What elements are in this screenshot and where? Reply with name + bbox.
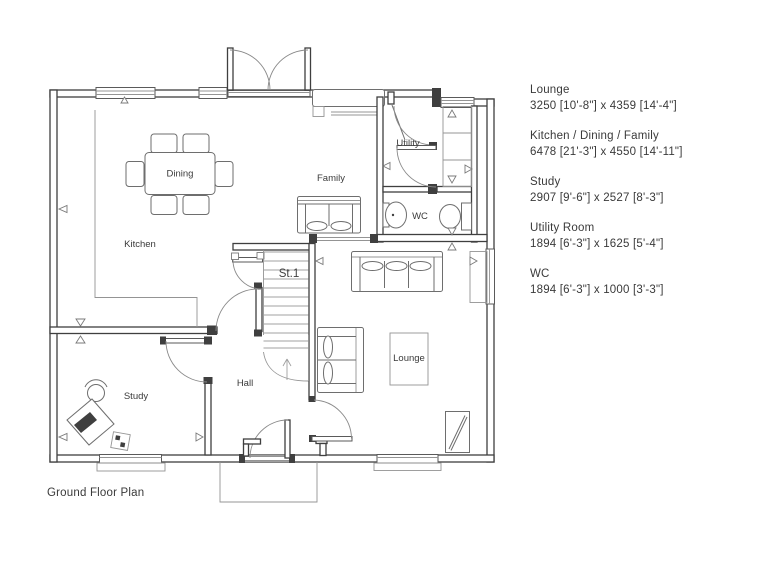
legend-room-name: Kitchen / Dining / Family — [530, 130, 659, 142]
room-label-dining: Dining — [166, 168, 194, 180]
tv-unit — [446, 412, 470, 453]
window-family — [313, 90, 385, 117]
legend-room-dims: 3250 [10'-8"] x 4359 [14'-4"] — [530, 99, 677, 112]
room-label-wc: WC — [412, 211, 428, 222]
family-sofa — [298, 197, 361, 234]
legend-room-name: Utility Room — [530, 222, 595, 234]
legend-room-dims: 2907 [9'-6"] x 2527 [8'-3"] — [530, 191, 664, 204]
room-label-family: Family — [317, 173, 345, 184]
legend-room-name: Lounge — [530, 84, 570, 96]
room-label-stairs: St.1 — [278, 268, 300, 280]
room-label-kitchen: Kitchen — [124, 239, 156, 250]
porch-outline — [220, 462, 317, 502]
room-label-hall: Hall — [236, 378, 254, 389]
lounge-sofa-three-seat — [352, 252, 443, 292]
room-label-study: Study — [123, 391, 149, 402]
study-desk — [67, 380, 130, 451]
legend-room-dims: 1894 [6'-3"] x 1625 [5'-4"] — [530, 237, 664, 250]
legend-item-utility — [530, 221, 760, 252]
utility-appliances — [443, 107, 472, 187]
wc-sink — [383, 202, 407, 228]
study-door — [160, 337, 212, 383]
wc-toilet — [440, 203, 472, 230]
kitchen-counter — [95, 110, 197, 327]
window-study — [97, 455, 165, 472]
window-lounge-right — [470, 249, 495, 304]
plan-title: Ground Floor Plan — [47, 487, 145, 499]
window-top-small — [199, 88, 227, 99]
kitchen-hall-door-arc — [216, 289, 258, 331]
room-label-lounge: Lounge — [393, 353, 425, 364]
legend-room-dims: 1894 [6'-3"] x 1000 [3'-3"] — [530, 283, 664, 296]
legend-item-kitchen-dining-family — [530, 129, 760, 160]
legend-room-dims: 6478 [21'-3"] x 4550 [14'-11"] — [530, 145, 683, 158]
legend-room-name: Study — [530, 176, 561, 188]
room-legend — [530, 83, 760, 313]
legend-item-wc — [530, 267, 760, 298]
legend-room-name: WC — [530, 268, 550, 280]
window-lounge-bottom — [374, 455, 441, 471]
window-top-kitchen — [96, 88, 155, 104]
wc-door — [397, 146, 436, 188]
legend-item-lounge — [530, 83, 760, 114]
lounge-door — [312, 400, 352, 441]
lounge-sofa-two-seat — [318, 328, 364, 393]
legend-item-study — [530, 175, 760, 206]
room-label-utility: Utility — [396, 138, 420, 149]
front-door — [239, 420, 295, 463]
window-utility — [441, 98, 474, 108]
french-doors — [228, 48, 311, 97]
